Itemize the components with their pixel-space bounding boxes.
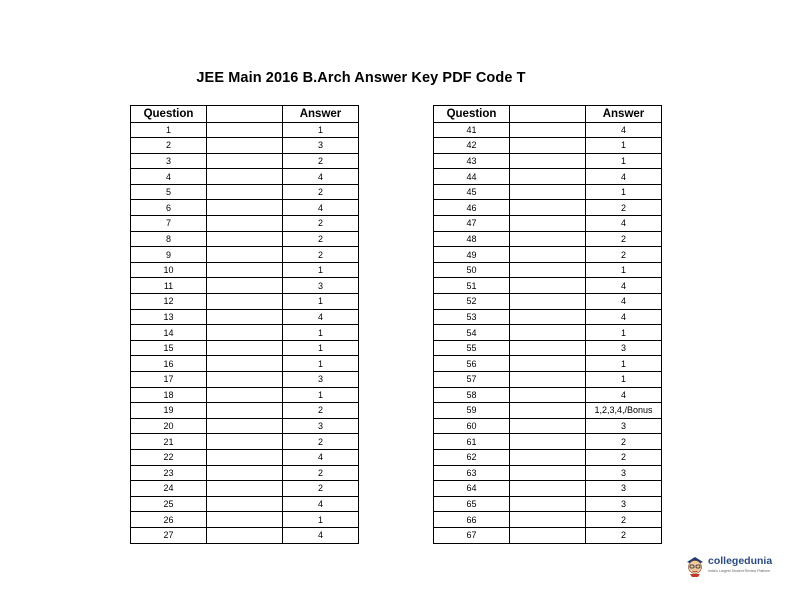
table-row (434, 247, 662, 263)
table-row (131, 356, 359, 372)
table-row (434, 372, 662, 388)
table-row (434, 418, 662, 434)
answer-cell: 3 (586, 340, 662, 356)
answer-cell: 4 (586, 387, 662, 403)
table-row (434, 278, 662, 294)
blank-cell (207, 496, 283, 512)
question-number-cell: 25 (131, 496, 207, 512)
table-row (131, 169, 359, 185)
question-number-cell: 54 (434, 325, 510, 341)
question-number-cell: 13 (131, 309, 207, 325)
answer-cell: 3 (283, 278, 359, 294)
table-row (434, 465, 662, 481)
collegedunia-logo (684, 553, 780, 579)
question-number-cell: 22 (131, 449, 207, 465)
question-number-cell: 10 (131, 262, 207, 278)
blank-cell (207, 231, 283, 247)
question-number-cell: 12 (131, 294, 207, 310)
answer-cell: 1 (283, 512, 359, 528)
logo-tagline: India's Largest Student Review Platform (708, 569, 771, 573)
blank-cell (207, 247, 283, 263)
answer-cell: 1 (586, 184, 662, 200)
question-number-cell: 64 (434, 481, 510, 497)
answer-cell: 1,2,3,4,/Bonus (586, 403, 662, 419)
question-number-cell: 57 (434, 372, 510, 388)
answer-cell: 3 (586, 496, 662, 512)
table-row (434, 356, 662, 372)
blank-cell (510, 356, 586, 372)
answer-cell: 4 (586, 122, 662, 138)
mascot-icon (684, 553, 706, 577)
question-number-cell: 7 (131, 216, 207, 232)
blank-cell (510, 325, 586, 341)
blank-cell (510, 231, 586, 247)
table-row (131, 247, 359, 263)
table-row (434, 138, 662, 154)
answer-cell: 4 (586, 169, 662, 185)
question-number-cell: 16 (131, 356, 207, 372)
blank-cell (207, 449, 283, 465)
question-number-cell: 63 (434, 465, 510, 481)
blank-cell (510, 512, 586, 528)
blank-column-header (510, 106, 586, 123)
blank-cell (510, 153, 586, 169)
table-row (131, 325, 359, 341)
table-row (434, 262, 662, 278)
question-number-cell: 8 (131, 231, 207, 247)
answer-cell: 1 (586, 138, 662, 154)
blank-cell (207, 465, 283, 481)
blank-cell (207, 294, 283, 310)
question-number-cell: 6 (131, 200, 207, 216)
table-row (131, 527, 359, 543)
table-row (131, 231, 359, 247)
blank-cell (207, 200, 283, 216)
table-row (131, 387, 359, 403)
question-number-cell: 62 (434, 449, 510, 465)
blank-cell (207, 356, 283, 372)
answer-cell: 1 (586, 356, 662, 372)
question-number-cell: 45 (434, 184, 510, 200)
table-row (434, 169, 662, 185)
logo-brand-text: collegedunia (708, 555, 773, 567)
table-row (434, 184, 662, 200)
blank-cell (510, 294, 586, 310)
question-number-cell: 14 (131, 325, 207, 341)
blank-cell (207, 262, 283, 278)
table-row (434, 481, 662, 497)
blank-cell (510, 434, 586, 450)
question-number-cell: 41 (434, 122, 510, 138)
answer-cell: 1 (283, 387, 359, 403)
question-column-header: Question (434, 106, 510, 123)
question-number-cell: 2 (131, 138, 207, 154)
answer-cell: 1 (586, 262, 662, 278)
question-number-cell: 55 (434, 340, 510, 356)
answer-cell: 4 (283, 449, 359, 465)
question-column-header: Question (131, 106, 207, 123)
answer-column-header: Answer (283, 106, 359, 123)
table-row (434, 200, 662, 216)
answer-cell: 2 (283, 403, 359, 419)
blank-cell (510, 481, 586, 497)
table-row (434, 122, 662, 138)
blank-cell (510, 216, 586, 232)
answer-cell: 2 (283, 231, 359, 247)
question-number-cell: 19 (131, 403, 207, 419)
blank-column-header (207, 106, 283, 123)
blank-cell (207, 434, 283, 450)
table-row (434, 216, 662, 232)
answer-cell: 2 (283, 153, 359, 169)
blank-cell (207, 153, 283, 169)
blank-cell (207, 387, 283, 403)
answer-cell: 4 (283, 309, 359, 325)
table-row (131, 309, 359, 325)
table-row (434, 496, 662, 512)
answer-cell: 2 (283, 216, 359, 232)
question-number-cell: 23 (131, 465, 207, 481)
table-row (434, 325, 662, 341)
question-number-cell: 59 (434, 403, 510, 419)
question-number-cell: 58 (434, 387, 510, 403)
blank-cell (207, 138, 283, 154)
table-row (434, 231, 662, 247)
blank-cell (207, 216, 283, 232)
question-number-cell: 67 (434, 527, 510, 543)
table-row (434, 403, 662, 419)
question-number-cell: 11 (131, 278, 207, 294)
answer-cell: 2 (586, 512, 662, 528)
table-row (131, 294, 359, 310)
question-number-cell: 20 (131, 418, 207, 434)
answer-cell: 4 (586, 309, 662, 325)
answer-cell: 2 (283, 481, 359, 497)
answer-cell: 1 (283, 356, 359, 372)
table-row (131, 512, 359, 528)
table-row (131, 340, 359, 356)
answer-cell: 3 (283, 138, 359, 154)
answer-cell: 3 (283, 372, 359, 388)
answer-cell: 1 (283, 325, 359, 341)
blank-cell (510, 340, 586, 356)
table-row (434, 294, 662, 310)
table-row (131, 434, 359, 450)
question-number-cell: 51 (434, 278, 510, 294)
question-number-cell: 50 (434, 262, 510, 278)
answer-cell: 4 (586, 278, 662, 294)
table-row (131, 418, 359, 434)
table-row (131, 200, 359, 216)
table-row (131, 184, 359, 200)
answer-cell: 4 (586, 216, 662, 232)
answer-cell: 2 (586, 527, 662, 543)
question-number-cell: 48 (434, 231, 510, 247)
question-number-cell: 65 (434, 496, 510, 512)
answer-cell: 1 (586, 372, 662, 388)
answer-cell: 1 (283, 294, 359, 310)
blank-cell (510, 465, 586, 481)
table-row (131, 372, 359, 388)
answer-cell: 4 (283, 496, 359, 512)
blank-cell (510, 387, 586, 403)
blank-cell (510, 496, 586, 512)
blank-cell (207, 169, 283, 185)
blank-cell (207, 418, 283, 434)
table-row (131, 138, 359, 154)
blank-cell (207, 481, 283, 497)
answer-cell: 3 (586, 465, 662, 481)
answer-cell: 1 (283, 262, 359, 278)
answer-cell: 3 (586, 481, 662, 497)
answer-cell: 2 (283, 465, 359, 481)
blank-cell (207, 309, 283, 325)
question-number-cell: 3 (131, 153, 207, 169)
table-row (131, 403, 359, 419)
blank-cell (207, 512, 283, 528)
table-row (434, 512, 662, 528)
blank-cell (510, 372, 586, 388)
question-number-cell: 26 (131, 512, 207, 528)
question-number-cell: 1 (131, 122, 207, 138)
blank-cell (510, 449, 586, 465)
answer-cell: 1 (283, 340, 359, 356)
answer-cell: 4 (283, 527, 359, 543)
answer-cell: 4 (283, 169, 359, 185)
table-row (131, 496, 359, 512)
answer-cell: 1 (586, 325, 662, 341)
blank-cell (510, 403, 586, 419)
blank-cell (510, 278, 586, 294)
table-row (131, 449, 359, 465)
table-header-row (434, 106, 662, 123)
answer-cell: 2 (586, 434, 662, 450)
question-number-cell: 9 (131, 247, 207, 263)
blank-cell (207, 325, 283, 341)
question-number-cell: 17 (131, 372, 207, 388)
blank-cell (510, 138, 586, 154)
table-row (434, 527, 662, 543)
table-row (131, 153, 359, 169)
table-row (434, 153, 662, 169)
blank-cell (207, 278, 283, 294)
question-number-cell: 60 (434, 418, 510, 434)
question-number-cell: 18 (131, 387, 207, 403)
blank-cell (510, 169, 586, 185)
answer-cell: 3 (283, 418, 359, 434)
table-row (131, 465, 359, 481)
table-row (434, 434, 662, 450)
answer-cell: 4 (586, 294, 662, 310)
table-row (131, 278, 359, 294)
question-number-cell: 5 (131, 184, 207, 200)
question-number-cell: 27 (131, 527, 207, 543)
table-row (131, 262, 359, 278)
blank-cell (510, 184, 586, 200)
answer-cell: 2 (586, 200, 662, 216)
blank-cell (207, 340, 283, 356)
question-number-cell: 52 (434, 294, 510, 310)
blank-cell (510, 122, 586, 138)
question-number-cell: 15 (131, 340, 207, 356)
question-number-cell: 53 (434, 309, 510, 325)
answer-cell: 1 (283, 122, 359, 138)
blank-cell (510, 262, 586, 278)
blank-cell (510, 200, 586, 216)
blank-cell (510, 309, 586, 325)
answer-cell: 2 (586, 247, 662, 263)
table-row (131, 216, 359, 232)
page-title: JEE Main 2016 B.Arch Answer Key PDF Code T (196, 70, 526, 86)
answer-cell: 2 (283, 247, 359, 263)
answer-cell: 1 (586, 153, 662, 169)
table-row (434, 340, 662, 356)
question-number-cell: 21 (131, 434, 207, 450)
question-number-cell: 56 (434, 356, 510, 372)
answer-cell: 2 (283, 434, 359, 450)
answer-column-header: Answer (586, 106, 662, 123)
question-number-cell: 24 (131, 481, 207, 497)
blank-cell (510, 527, 586, 543)
question-number-cell: 4 (131, 169, 207, 185)
blank-cell (207, 184, 283, 200)
answer-key-table-left (130, 105, 359, 544)
blank-cell (207, 372, 283, 388)
blank-cell (207, 403, 283, 419)
question-number-cell: 43 (434, 153, 510, 169)
table-header-row (131, 106, 359, 123)
table-row (131, 122, 359, 138)
question-number-cell: 44 (434, 169, 510, 185)
answer-cell: 4 (283, 200, 359, 216)
table-row (434, 449, 662, 465)
question-number-cell: 61 (434, 434, 510, 450)
blank-cell (207, 122, 283, 138)
answer-cell: 3 (586, 418, 662, 434)
question-number-cell: 47 (434, 216, 510, 232)
question-number-cell: 49 (434, 247, 510, 263)
answer-cell: 2 (586, 449, 662, 465)
question-number-cell: 66 (434, 512, 510, 528)
table-row (131, 481, 359, 497)
blank-cell (207, 527, 283, 543)
blank-cell (510, 247, 586, 263)
answer-cell: 2 (283, 184, 359, 200)
answer-cell: 2 (586, 231, 662, 247)
blank-cell (510, 418, 586, 434)
question-number-cell: 42 (434, 138, 510, 154)
table-row (434, 387, 662, 403)
question-number-cell: 46 (434, 200, 510, 216)
answer-key-table-right (433, 105, 662, 544)
table-row (434, 309, 662, 325)
